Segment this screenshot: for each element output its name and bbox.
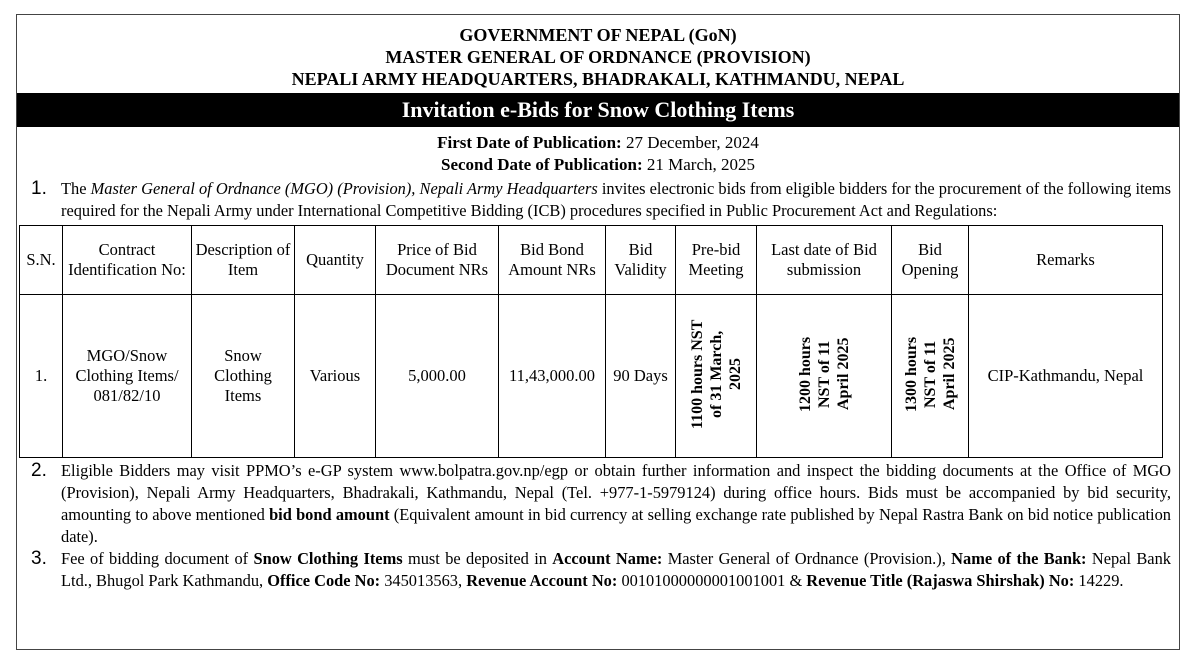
paragraph-2-text-b: (Equivalent amount in bid currency at selling exchange rate published by Nepal Rastra Bank on bid notice publication date). [61,505,1171,546]
col-prebid: Pre-bid Meeting [676,226,757,295]
last-date-text: 1200 hours NST of 11 April 2025 [796,335,852,412]
cell-opening [892,295,969,458]
paragraph-1-italic: Master General of Ordnance (MGO) (Provision), Nepali Army Headquarters [90,179,598,198]
cell-last-date [757,295,892,458]
p3-text-2: must be deposited in [402,549,553,568]
paragraph-1 [17,178,1179,222]
cell-description: Snow Clothing Items [192,295,295,458]
cell-bid-bond: 11,43,000.00 [499,295,606,458]
p3-bold-1: Snow Clothing Items [253,549,403,568]
header-line-3: NEPALI ARMY HEADQUARTERS, BHADRAKALI, KATHMANDU, NEPAL [291,69,905,89]
paragraph-3 [17,548,1179,592]
prebid-text: 1100 hours NST of 31 March, 2025 [688,318,744,429]
col-quantity: Quantity [295,226,376,295]
col-remarks: Remarks [969,226,1163,295]
p3-text-6: 00101000000001001001 & [617,571,807,590]
p3-bold-5: Revenue Account No: [466,571,618,590]
second-publication-date [17,154,1179,176]
p3-text-1: Fee of bidding document of [61,549,254,568]
p3-bold-6: Revenue Title (Rajaswa Shirshak) No: [806,571,1075,590]
col-description: Description of Item [192,226,295,295]
p3-text-3: Master General of Ordnance (Provision.), [662,549,952,568]
col-contract-id: Contract Identification No: [63,226,192,295]
header-line-2: MASTER GENERAL OF ORDNANCE (PROVISION) [385,47,811,67]
cell-contract-id: MGO/Snow Clothing Items/ 081/82/10 [63,295,192,458]
cell-prebid [676,295,757,458]
paragraph-2-number: 2. [31,460,47,481]
p3-bold-3: Name of the Bank: [951,549,1087,568]
opening-text: 1300 hours NST of 11 April 2025 [902,335,958,412]
first-publication-label: First Date of Publication: [437,133,622,152]
paragraph-3-number: 3. [31,548,47,569]
p3-bold-4: Office Code No: [267,571,381,590]
cell-quantity: Various [295,295,376,458]
paragraph-1-text-b: invites electronic bids from eligible bidders for the procurement of the following items required for the Nepali Army under International Competitive Bidding (ICB) procedures specified in Public Procurement Act and Regulations: [61,179,1171,220]
tender-notice [16,14,1180,650]
paragraph-2-text-a: Eligible Bidders may visit PPMO’s e-GP system www.bolpatra.gov.np/egp or obtain further information and inspect the bidding documents at the Office of MGO (Provision), Nepali Army Headquarters, Bhadrakali, Kathmandu, Nepal (Tel. +977-1-5979124) during office hours. Bids must be accompanied by bid security, amounting to above mentioned [61,461,1171,524]
paragraph-2-bold: bid bond amount [269,505,390,524]
bid-table-header [20,226,1163,295]
first-publication-value: 27 December, 2024 [621,133,759,152]
paragraph-1-text-a: The [61,179,91,198]
p3-text-4: Nepal Bank Ltd., Bhugol Park Kathmandu, [61,549,1171,590]
cell-remarks: CIP-Kathmandu, Nepal [969,295,1163,458]
bid-table [19,225,1163,458]
second-publication-value: 21 March, 2025 [642,155,755,174]
col-price: Price of Bid Document NRs [376,226,499,295]
second-publication-label: Second Date of Publication: [440,155,643,174]
table-row [20,295,1163,458]
paragraph-1-number: 1. [31,178,47,199]
cell-sn: 1. [20,295,63,458]
cell-validity: 90 Days [606,295,676,458]
paragraph-2 [17,460,1179,548]
header-line-1: GOVERNMENT OF NEPAL (GoN) [459,25,737,45]
col-last-date: Last date of Bid submission [757,226,892,295]
p3-bold-2: Account Name: [552,549,663,568]
col-opening: Bid Opening [892,226,969,295]
notice-title-banner: Invitation e-Bids for Snow Clothing Items [17,93,1179,127]
p3-text-5: 345013563, [380,571,467,590]
col-sn: S.N. [20,226,63,295]
p3-text-7: 14229. [1074,571,1124,590]
cell-price: 5,000.00 [376,295,499,458]
col-bid-bond: Bid Bond Amount NRs [499,226,606,295]
col-validity: Bid Validity [606,226,676,295]
first-publication-date [17,132,1179,154]
